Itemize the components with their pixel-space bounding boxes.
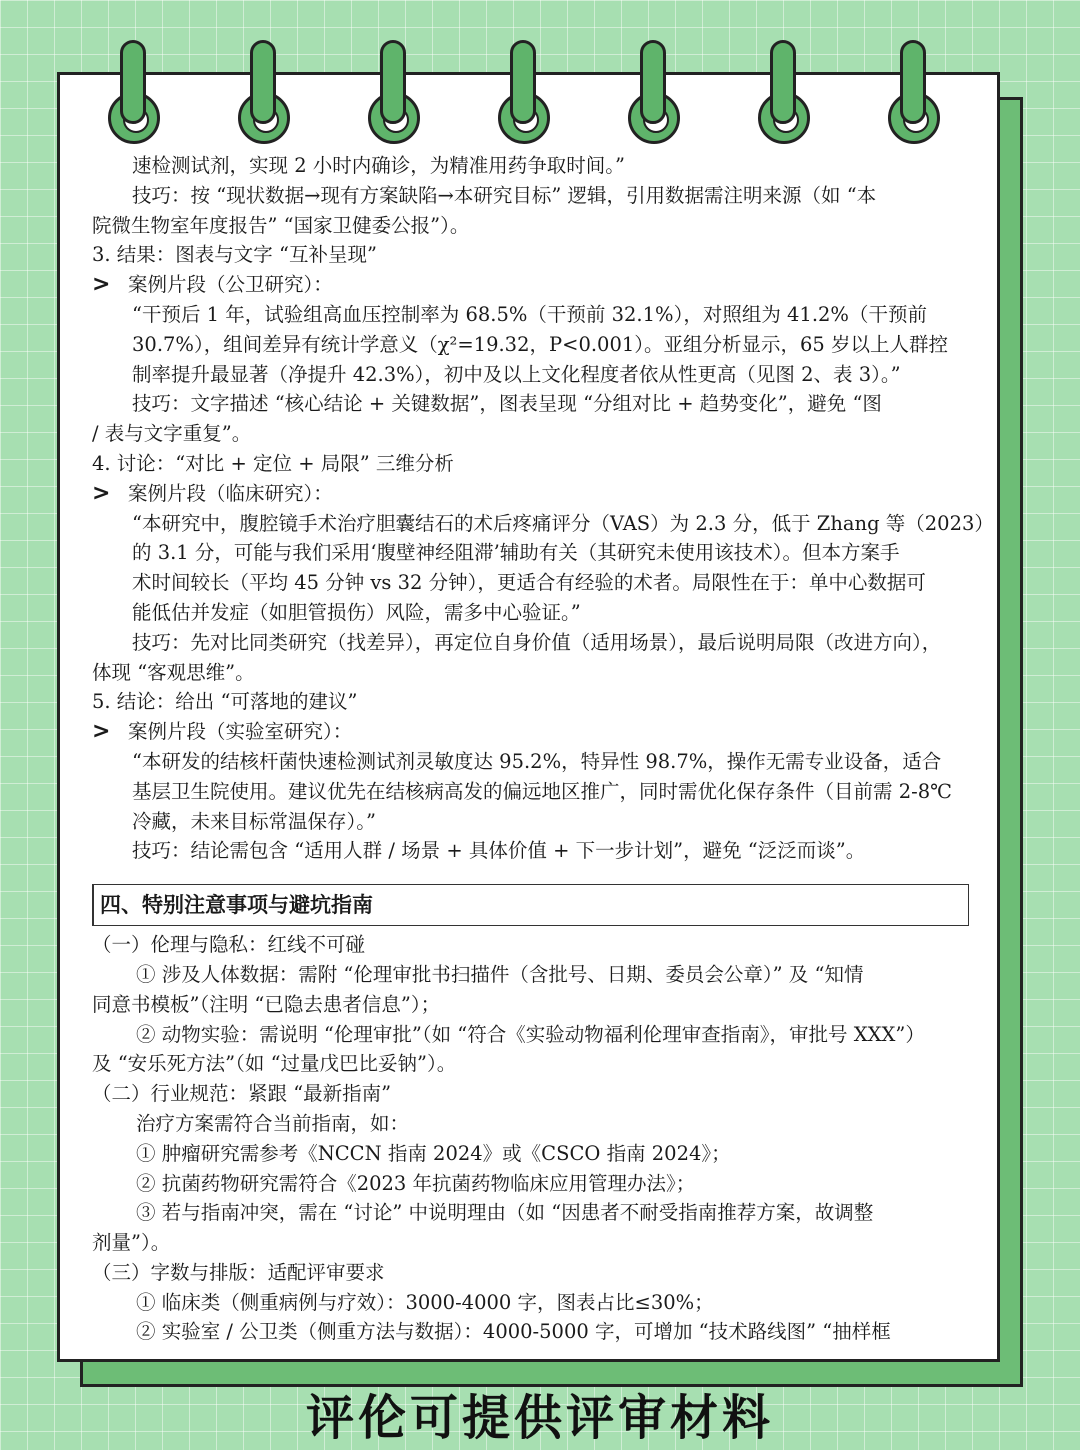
text-line: 院微生物室年度报告” “国家卫健委公报”）。 xyxy=(92,213,470,237)
section-title: 四、特别注意事项与避坑指南 xyxy=(92,884,969,926)
case-label xyxy=(92,270,972,300)
binder-ring-icon xyxy=(108,40,162,136)
text-line: ② 实验室 / 公卫类（侧重方法与数据）：4000-5000 字，可增加 “技术路线图” “抽样框 xyxy=(136,1320,891,1344)
text-line: 术时间较长（平均 45 分钟 vs 32 分钟），更适合有经验的术者。局限性在于：单中心数据可 xyxy=(132,571,926,595)
case-label-text: 案例片段（实验室研究）： xyxy=(128,720,353,744)
text-line: “干预后 1 年，试验组高血压控制率为 68.5%（干预前 32.1%），对照组为 41.2%（干预前 xyxy=(132,302,927,326)
binder-ring-icon xyxy=(888,40,942,136)
text-line: 技巧：先对比同类研究（找差异），再定位自身价值（适用场景），最后说明局限（改进方向）， xyxy=(132,630,942,654)
text-line: 的 3.1 分，可能与我们采用‘腹壁神经阻滞’辅助有关（其研究未使用该技术）。但本方案手 xyxy=(132,541,900,565)
case-label xyxy=(92,717,972,747)
text-line: 30.7%），组间差异有统计学意义（χ²=19.32，P<0.001）。亚组分析显示，65 岁以上人群控 xyxy=(132,332,949,356)
subheading: （三）字数与排版：适配评审要求 xyxy=(92,1260,385,1284)
binder-ring-icon xyxy=(238,40,292,136)
chevron-right-icon: > xyxy=(92,272,111,298)
text-line: 剂量”）。 xyxy=(92,1231,171,1255)
binder-ring-icon xyxy=(498,40,552,136)
binder-ring-icon xyxy=(758,40,812,136)
text-line: ② 动物实验：需说明 “伦理审批”（如 “符合《实验动物福利伦理审查指南》，审批号 XXX”） xyxy=(136,1022,925,1046)
text-line: ① 涉及人体数据：需附 “伦理审批书扫描件（含批号、日期、委员会公章）” 及 “知情 xyxy=(136,962,864,986)
text-line: ① 临床类（侧重病例与疗效）：3000-4000 字，图表占比≤30%； xyxy=(136,1290,714,1314)
text-line: “本研究中，腹腔镜手术治疗胆囊结石的术后疼痛评分（VAS）为 2.3 分，低于 Zhang 等（2023） xyxy=(132,511,994,535)
text-line: 技巧：按 “现状数据→现有方案缺陷→本研究目标” 逻辑，引用数据需注明来源（如 “本 xyxy=(132,183,877,207)
text-line: 技巧：结论需包含 “适用人群 / 场景 + 具体价值 + 下一步计划”，避免 “泛泛而谈”。 xyxy=(132,839,866,863)
text-line: ③ 若与指南冲突，需在 “讨论” 中说明理由（如 “因患者不耐受指南推荐方案，故调整 xyxy=(136,1201,874,1225)
chevron-right-icon: > xyxy=(92,480,111,506)
chevron-right-icon: > xyxy=(92,719,111,745)
heading-conclusion: 5. 结论：给出 “可落地的建议” xyxy=(92,690,358,714)
text-line: 治疗方案需符合当前指南，如： xyxy=(136,1111,410,1135)
binder-ring-icon xyxy=(368,40,422,136)
case-label xyxy=(92,479,972,509)
notebook-page xyxy=(57,72,1000,1362)
text-line: 同意书模板”（注明 “已隐去患者信息”）； xyxy=(92,992,441,1016)
text-line: 速检测试剂，实现 2 小时内确诊，为精准用药争取时间。” xyxy=(132,154,626,177)
text-line: / 表与文字重复”。 xyxy=(92,422,252,446)
text-line: 基层卫生院使用。建议优先在结核病高发的偏远地区推广，同时需优化保存条件（目前需 2-8℃ xyxy=(132,779,952,803)
binder-ring-icon xyxy=(628,40,682,136)
text-line: ② 抗菌药物研究需符合《2023 年抗菌药物临床应用管理办法》； xyxy=(136,1171,696,1195)
text-line: ① 肿瘤研究需参考《NCCN 指南 2024》或《CSCO 指南 2024》； xyxy=(136,1141,731,1165)
heading-discussion: 4. 讨论：“对比 + 定位 + 局限” 三维分析 xyxy=(92,451,454,475)
text-line: “本研发的结核杆菌快速检测试剂灵敏度达 95.2%，特异性 98.7%，操作无需专业设备，适合 xyxy=(132,749,942,773)
text-line: 技巧：文字描述 “核心结论 + 关键数据”，图表呈现 “分组对比 + 趋势变化”，避免 “图 xyxy=(132,392,882,416)
text-line: 能低估并发症（如胆管损伤）风险，需多中心验证。” xyxy=(132,600,581,624)
case-label-text: 案例片段（临床研究）： xyxy=(128,481,333,505)
text-line: 体现 “客观思维”。 xyxy=(92,660,255,684)
page-content xyxy=(92,151,994,1347)
text-line: 制率提升最显著（净提升 42.3%），初中及以上文化程度者依从性更高（见图 2、表 3）。” xyxy=(132,362,901,386)
footer-caption: 评伦可提供评审材料 xyxy=(305,1390,774,1446)
text-line: 冷藏，未来目标常温保存）。” xyxy=(132,809,376,833)
subheading: （一）伦理与隐私：红线不可碰 xyxy=(92,933,366,957)
heading-results: 3. 结果：图表与文字 “互补呈现” xyxy=(92,243,377,267)
case-label-text: 案例片段（公卫研究）： xyxy=(128,273,333,297)
subheading: （二）行业规范：紧跟 “最新指南” xyxy=(92,1082,392,1106)
text-line: 及 “安乐死方法”（如 “过量戊巴比妥钠”）。 xyxy=(92,1052,457,1076)
